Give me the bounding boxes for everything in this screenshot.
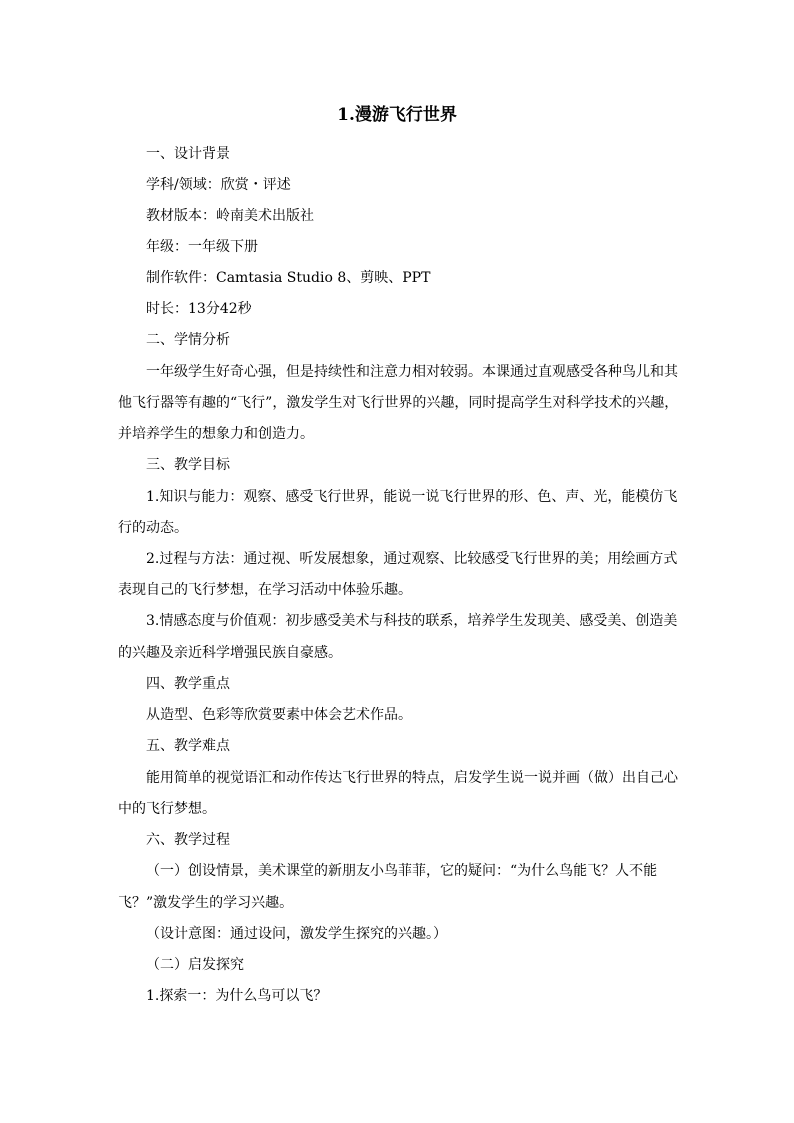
goal-line: 1.知识与能力：观察、感受飞行世界，能说一说飞行世界的形、色、声、光，能模仿飞 [146,489,678,505]
process-line: 飞？”激发学生的学习兴趣。 [118,895,294,911]
explore-item: 1.探索一：为什么鸟可以飞？ [146,988,328,1004]
duration-field: 时长：13分42秒 [146,301,252,317]
subject-field: 学科/领域：欣赏・评述 [146,177,291,193]
section-heading-teaching-goals: 三、教学目标 [146,457,230,473]
grade-field: 年级：一年级下册 [146,239,258,255]
goal-line: 行的动态。 [118,520,188,536]
goal-line: 2.过程与方法：通过视、听发展想象，通过观察、比较感受飞行世界的美；用绘画方式 [146,551,678,567]
paragraph-line: 并培养学生的想象力和创造力。 [118,426,314,442]
paragraph-line: 中的飞行梦想。 [118,801,216,817]
section-heading-teaching-process: 六、教学过程 [146,832,230,848]
software-field: 制作软件：Camtasia Studio 8、剪映、PPT [146,270,431,286]
paragraph-line: 他飞行器等有趣的“飞行”，激发学生对飞行世界的兴趣，同时提高学生对科学技术的兴趣， [118,395,679,411]
paragraph-line: 一年级学生好奇心强，但是持续性和注意力相对较弱。本课通过直观感受各种鸟儿和其 [146,364,678,380]
goal-line: 表现自己的飞行梦想，在学习活动中体验乐趣。 [118,582,412,598]
goal-line: 的兴趣及亲近科学增强民族自豪感。 [118,645,342,661]
section-heading-design-background: 一、设计背景 [146,146,230,162]
process-line: （一）创设情景，美术课堂的新朋友小鸟菲菲，它的疑问：“为什么鸟能飞？人不能 [146,863,658,879]
section-heading-student-analysis: 二、学情分析 [146,332,230,348]
section-heading-difficulties: 五、教学难点 [146,738,230,754]
section-heading-key-points: 四、教学重点 [146,676,230,692]
goal-line: 3.情感态度与价值观：初步感受美术与科技的联系，培养学生发现美、感受美、创造美 [146,613,678,629]
key-points-text: 从造型、色彩等欣赏要素中体会艺术作品。 [146,707,412,723]
design-intent-note: （设计意图：通过设问，激发学生探究的兴趣。） [146,926,447,942]
textbook-field: 教材版本：岭南美术出版社 [146,208,314,224]
paragraph-line: 能用简单的视觉语汇和动作传达飞行世界的特点，启发学生说一说并画（做）出自己心 [146,770,678,786]
step-heading: （二）启发探究 [146,957,244,973]
page-title: 1.漫游飞行世界 [337,105,457,125]
